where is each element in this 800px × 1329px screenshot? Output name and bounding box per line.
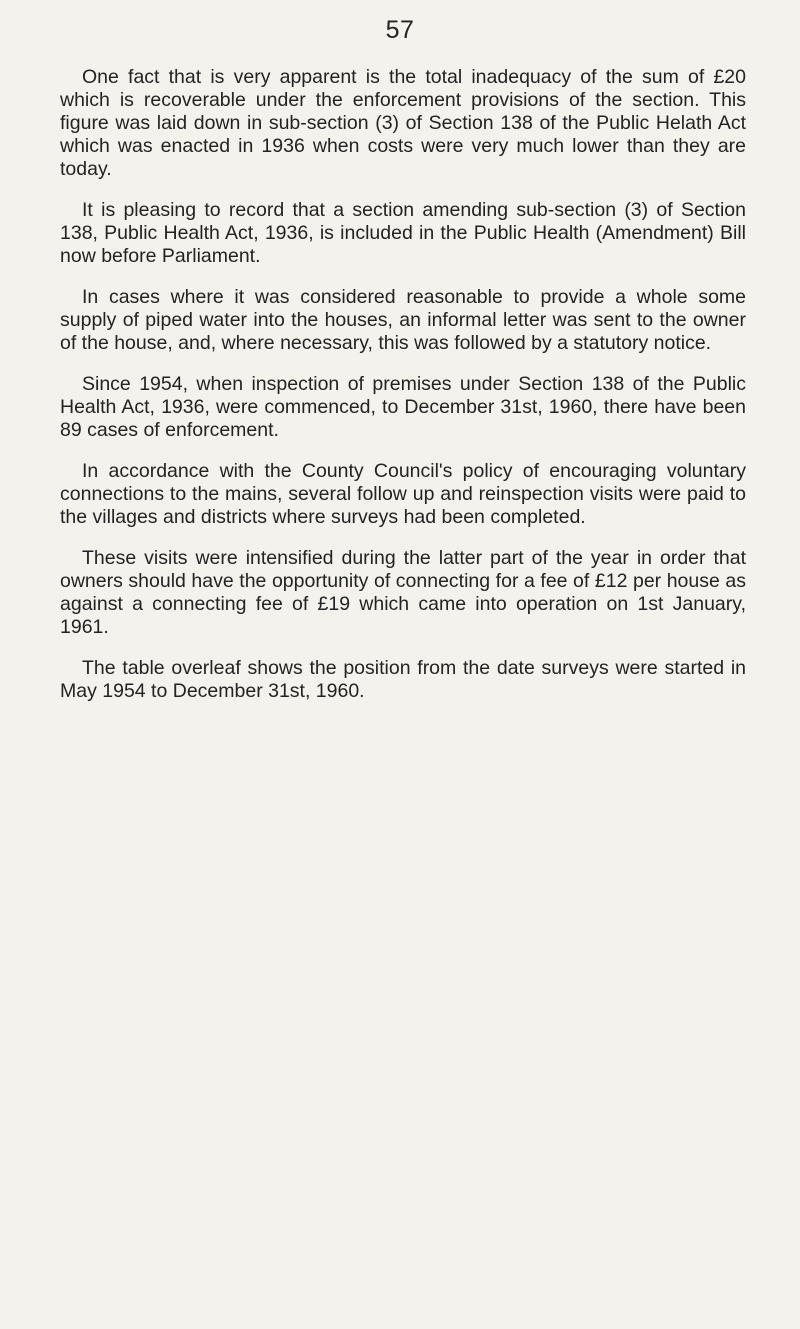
paragraph-recoverable-sum: One fact that is very apparent is the total inadequacy of the sum of £20 which is recoverable under the enforcement provisions of the section. This figure was laid down in sub-section (3) of Section 138 of the Public Helath Act which was enacted in 1936 when costs were very much lower than they are today. — [60, 66, 746, 180]
paragraph-enforcement-cases: Since 1954, when inspection of premises under Section 138 of the Public Health Act, 1936, were commenced, to December 31st, 1960, there have been 89 cases of enforcement. — [60, 373, 746, 441]
page-number: 57 — [385, 16, 415, 44]
paragraph-table-overleaf: The table overleaf shows the position from the date surveys were started in May 1954 to December 31st, 1960. — [60, 657, 746, 702]
paragraph-amendment-bill: It is pleasing to record that a section amending sub-section (3) of Section 138, Public Health Act, 1936, is included in the Public Health (Amendment) Bill now before Parliament. — [60, 199, 746, 267]
paragraph-connecting-fees: These visits were intensified during the latter part of the year in order that owners should have the opportunity of connecting for a fee of £12 per house as against a connecting fee of £19 which came into operation on 1st January, 1961. — [60, 547, 746, 638]
body-text — [60, 66, 746, 721]
paragraph-piped-water: In cases where it was considered reasonable to provide a whole some supply of piped water into the houses, an informal letter was sent to the owner of the house, and, where necessary, this was followed by a statutory notice. — [60, 286, 746, 354]
paragraph-voluntary-connections: In accordance with the County Council's policy of encouraging voluntary connections to the mains, several follow up and reinspection visits were paid to the villages and districts where surveys had been completed. — [60, 460, 746, 528]
